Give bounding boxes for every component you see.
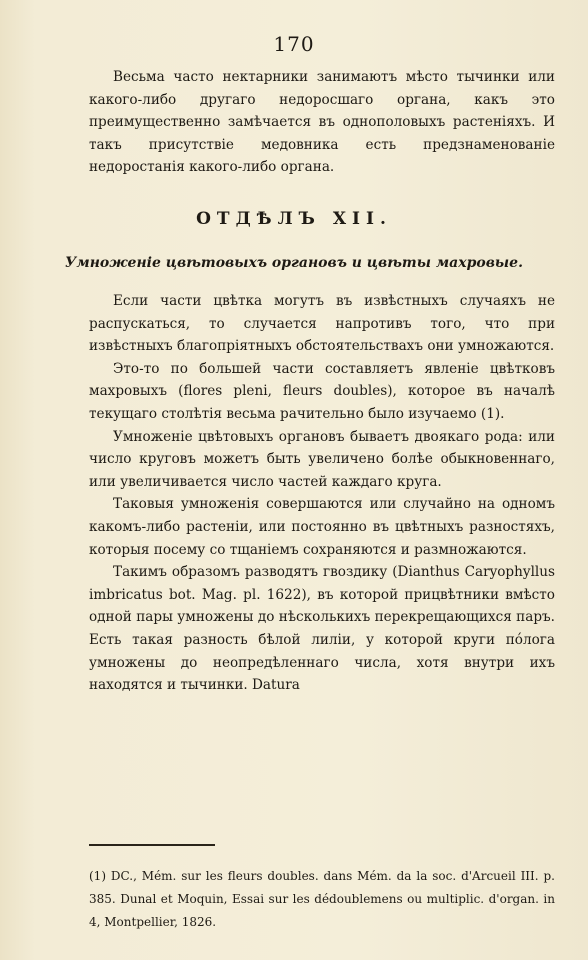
footnote-block <box>89 865 555 934</box>
section-body <box>89 290 555 697</box>
footnote-divider <box>89 844 215 846</box>
paragraph: Такимъ образомъ разводятъ гвоздику (Dianthus Caryophyllus imbricatus bot. Mag. pl. 1622), въ которой прицвѣтники вмѣсто одной пары умножены до нѣсколькихъ перекрещающихся паръ. Есть такая разность бѣлой лиліи, у которой круги пóлога умножены до неопредѣленнаго числа, хотя внутри ихъ находятся и тычинки. Datura <box>89 564 555 694</box>
intro-paragraph: Весьма часто нектарники занимаютъ мѣсто тычинки или какого-либо другаго недоросшаго органа, какъ это преимущественно замѣчается въ однополовыхъ растеніяхъ. И такъ присутствіе медовника есть предзнаменованіе недоростанія какого-либо органа. <box>89 69 555 176</box>
paragraph: Это-то по большей части составляетъ явленіе цвѣтковъ махровыхъ (flores pleni, fleurs doubles), которое въ началѣ текущаго столѣтія весьма рачительно было изучаемо (1). <box>89 360 555 422</box>
intro-paragraph-block <box>89 66 555 179</box>
footnote: (1) DC., Mém. sur les fleurs doubles. dans Mém. da la soc. d'Arcueil III. p. 385. Dunal et Moquin, Essai sur les dédoublemens ou multiplic. d'organ. in 4, Montpellier, 1826. <box>89 869 555 929</box>
section-subtitle: Умноженіе цвѣтовыхъ органовъ и цвѣты махровые. <box>65 255 523 271</box>
paragraph: Таковыя умноженія совершаются или случайно на одномъ какомъ-либо растеніи, или постоянно въ цвѣтныхъ разностяхъ, которыя посему со тщаніемъ сохраняются и размножаются. <box>89 496 555 558</box>
page-number: 170 <box>273 32 315 56</box>
section-title: ОТДѢЛЪ XII. <box>196 209 392 229</box>
paragraph: Если части цвѣтка могутъ въ извѣстныхъ случаяхъ не распускаться, то случается напротивъ того, что при извѣстныхъ благопріятныхъ обстоятельствахъ они умножаются. <box>89 293 555 355</box>
paragraph: Умноженіе цвѣтовыхъ органовъ бываетъ двоякаго рода: или число круговъ можетъ быть увеличено болѣе обыкновеннаго, или увеличивается число частей каждаго круга. <box>89 428 555 490</box>
